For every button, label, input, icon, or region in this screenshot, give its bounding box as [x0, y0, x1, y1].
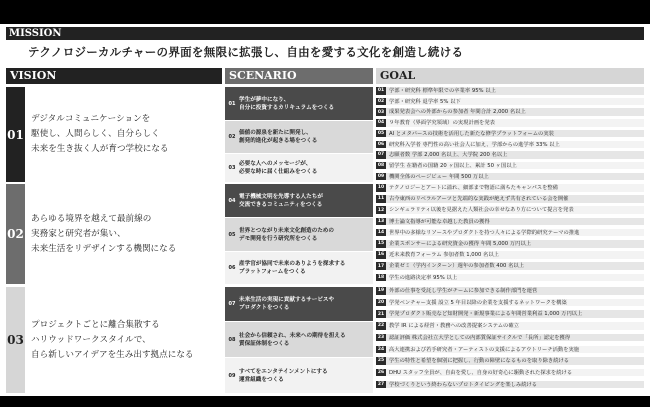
goal-text: テクノロジーとアートに溢れ、細部まで物語に満ちたキャンパスを整備: [386, 184, 644, 192]
goal-row: [376, 119, 644, 128]
vision-number: 03: [6, 287, 25, 393]
scenario-item: [225, 87, 373, 120]
scenario-item: [225, 287, 373, 321]
goal-row: [376, 206, 644, 215]
scenario-line: 運営組織をつくる: [239, 376, 284, 383]
scenario-line: 世界とつながり未来文化創造のための: [239, 227, 334, 234]
goal-text: 世界中の多様なリソースやプロダクトを持つ人々による学際的研究テーマの推進: [386, 229, 644, 237]
goal-number: 22: [377, 323, 385, 329]
goal-row: [376, 130, 644, 139]
vision-number: 02: [6, 184, 25, 284]
vision-line: 未来を生き抜く人が育つ学校になる: [31, 144, 169, 154]
goal-row: [376, 251, 644, 260]
goal-row: [376, 218, 644, 227]
goal-number: 27: [377, 381, 385, 387]
goal-row: [376, 141, 644, 150]
goal-text: 教学 IR による経営・教務への改善提案システムの確立: [386, 322, 644, 330]
goal-number: 07: [377, 152, 385, 158]
scenario-line: 質保証体制をつくる: [239, 340, 290, 347]
scenario-number: 07: [228, 301, 236, 307]
scenario-item: [225, 252, 373, 284]
vision-line: あらゆる境界を越えて最前線の: [31, 213, 152, 224]
vision-block: [6, 184, 222, 284]
vision-line: 実務家と研究者が集い、: [31, 228, 126, 239]
scenario-line: 価値の源泉を新たに開発し、: [239, 130, 312, 136]
goal-text: 認証評価 株式会社立大学としての内部質保証サイクルで「長所」認定を獲得: [386, 334, 644, 342]
scenario-number: 05: [228, 231, 236, 238]
goal-text: ９年教育（界面学究領域）の実現計画を発表: [386, 119, 644, 127]
goal-row: [376, 98, 644, 107]
scenario-number: 02: [228, 134, 236, 140]
goal-row: [376, 229, 644, 238]
scenario-line: 創発的進化が起きる場をつくる: [239, 138, 318, 144]
goal-row: [376, 322, 644, 331]
scenario-line: 産学官が協同で未来のありようを探求する: [239, 261, 346, 267]
goal-number: 09: [377, 173, 385, 179]
goal-text: 志願者数 学部 2,000 名以上、大学院 200 名以上: [386, 151, 644, 159]
goal-number: 24: [377, 346, 385, 352]
goal-text: 学校づくりという終わらないプロトタイピングを楽しみ続ける: [386, 381, 644, 389]
goal-number: 08: [377, 163, 385, 169]
goal-text: 学生の特性と希望を個別に把握し、行動の障壁になるものを取り除き続ける: [386, 357, 644, 365]
goal-row: [376, 151, 644, 160]
scenario-line: 自分に投資するカリキュラムをつくる: [239, 104, 335, 111]
goal-text: 学部・研究科 標準年限での卒業率 95% 以上: [386, 87, 644, 95]
scenario-line: 社会から信頼され、未来への期待を担える: [239, 332, 346, 339]
vision-block: [6, 287, 222, 393]
goal-row: [376, 299, 644, 308]
goal-row: [376, 262, 644, 271]
goal-text: 留学生 在籍者の国籍 20 ヶ国以上、累計 50 ヶ国以上: [386, 162, 644, 170]
scenario-item: [225, 358, 373, 393]
vision-number: 01: [6, 87, 25, 182]
goal-number: 13: [377, 218, 385, 224]
goal-row: [376, 173, 644, 182]
goal-row: [376, 274, 644, 283]
scenario-number: 09: [228, 372, 236, 379]
scenario-number: 06: [228, 265, 236, 271]
goal-text: 企業ゼミ（学内インターン）週年の参加者数 400 名以上: [386, 262, 644, 270]
scenario-line: 必要な人へのメッセージが、: [239, 161, 312, 167]
goal-number: 25: [377, 358, 385, 364]
scenario-line: すべてをエンタテインメントにする: [239, 368, 328, 375]
goal-text: 機関全体のページビュー 年間 500 万以上: [386, 173, 644, 181]
goal-text: 博士論文指導が可能な卓越した教員の獲得: [386, 218, 644, 226]
scenario-item: [225, 121, 373, 153]
scenario-number: 04: [228, 197, 236, 204]
goal-number: 17: [377, 263, 385, 269]
goal-text: シンギュラリティ以後を見据えた人類社会の幸せなあり方について提言を発表: [386, 206, 644, 214]
scenario-line: 学生が夢中になり、: [239, 96, 290, 103]
goal-text: 学発ベンチャー支援 設立 5 年目以降の企業を支援するネットワークを構築: [386, 299, 644, 307]
goal-text: 近未来教育フォーラム 参加者数 1,000 名以上: [386, 251, 644, 259]
scenario-line: 電子機械文明を先導する人たちが: [239, 193, 323, 200]
goal-text: AI とメタバースの技術を活用した新たな修学プラットフォームの実装: [386, 130, 644, 138]
goal-number: 05: [377, 131, 385, 137]
goal-number: 23: [377, 335, 385, 341]
goal-number: 02: [377, 98, 385, 104]
scenario-number: 01: [228, 100, 236, 107]
scenario-line: プラットフォームをつくる: [239, 269, 306, 275]
goal-row: [376, 310, 644, 319]
goal-text: 学生の進路決定率 95% 以上: [386, 274, 644, 282]
goal-text: DHU スタッフ全員が、自由を愛し、自身の好奇心に駆動された探求を続ける: [386, 369, 644, 377]
goal-text: 成果発表会への外部からの参加者 年間合計 2,000 名以上: [386, 108, 644, 116]
goal-row: [376, 346, 644, 355]
goal-header: GOAL: [376, 68, 644, 84]
goal-row: [376, 381, 644, 390]
goal-text: 外部の仕事を受託し学生がチームに参加できる制作部門を運営: [386, 287, 644, 295]
scenario-item: [225, 322, 373, 357]
vision-line: 自ら新しいアイデアを生み出す拠点になる: [31, 349, 194, 360]
scenario-number: 03: [228, 165, 236, 171]
slide: [0, 24, 650, 396]
scenario-line: デモ開発を行う研究所をつくる: [239, 235, 318, 242]
goal-number: 16: [377, 252, 385, 258]
goal-number: 14: [377, 230, 385, 236]
goal-number: 15: [377, 241, 385, 247]
goal-row: [376, 108, 644, 117]
goal-number: 11: [377, 196, 385, 202]
goal-row: [376, 184, 644, 193]
goal-number: 01: [377, 88, 385, 94]
goal-number: 19: [377, 288, 385, 294]
mission-statement: テクノロジーカルチャーの界面を無限に拡張し、自由を愛する文化を創造し続ける: [28, 45, 464, 59]
goal-number: 06: [377, 141, 385, 147]
vision-block: [6, 87, 222, 182]
scenario-item: [225, 184, 373, 217]
goal-text: 古今東西のリベラルアーツと先端的な実践が絶えず共有されている会を開催: [386, 195, 644, 203]
goal-row: [376, 287, 644, 296]
goal-row: [376, 357, 644, 366]
goal-number: 03: [377, 109, 385, 115]
scenario-line: 必要な時に届く仕組みをつくる: [239, 169, 318, 175]
scenario-header: SCENARIO: [225, 68, 373, 84]
mission-label: MISSION: [6, 27, 644, 40]
vision-line: デジタルコミュニケーションを: [31, 114, 151, 124]
goal-number: 21: [377, 311, 385, 317]
scenario-item: [225, 218, 373, 251]
goal-text: 研究科入学者 専門性の高い社会人に加え、学部からの進学率 33% 以上: [386, 141, 644, 149]
goal-row: [376, 162, 644, 171]
goal-row: [376, 334, 644, 343]
scenario-line: 交流できるコミュニティをつくる: [239, 201, 323, 208]
goal-number: 20: [377, 299, 385, 305]
goal-number: 12: [377, 207, 385, 213]
vision-header: VISION: [6, 68, 222, 84]
goal-text: 高大連携および若手研究者・アーティストの支援によるアウトリーチ活動を実施: [386, 346, 644, 354]
scenario-line: 未来生活の実現に貢献するサービスや: [239, 297, 335, 303]
goal-text: 学部・研究科 退学率 5% 以下: [386, 98, 644, 106]
scenario-line: プロダクトをつくる: [239, 305, 290, 311]
goal-row: [376, 240, 644, 249]
goal-text: 学発プロダクト販売など知財開発・新規事業による年間営業利益 1,000 万円以上: [386, 310, 644, 318]
goal-row: [376, 87, 644, 96]
vision-line: 未来生活をリデザインする機関になる: [31, 243, 177, 254]
goal-row: [376, 369, 644, 378]
vision-line: プロジェクトごとに離合集散する: [31, 319, 160, 330]
goal-number: 26: [377, 370, 385, 376]
goal-number: 18: [377, 274, 385, 280]
scenario-item: [225, 154, 373, 182]
goal-number: 10: [377, 185, 385, 191]
vision-line: 駆使し、人間らしく、自分らしく: [31, 129, 160, 139]
goal-number: 04: [377, 120, 385, 126]
scenario-number: 08: [228, 336, 236, 343]
goal-row: [376, 195, 644, 204]
goal-text: 企業スポンサーによる研究資金の獲得 年間 5,000 万円以上: [386, 240, 644, 248]
vision-line: ハリウッドワークスタイルで、: [31, 334, 151, 345]
